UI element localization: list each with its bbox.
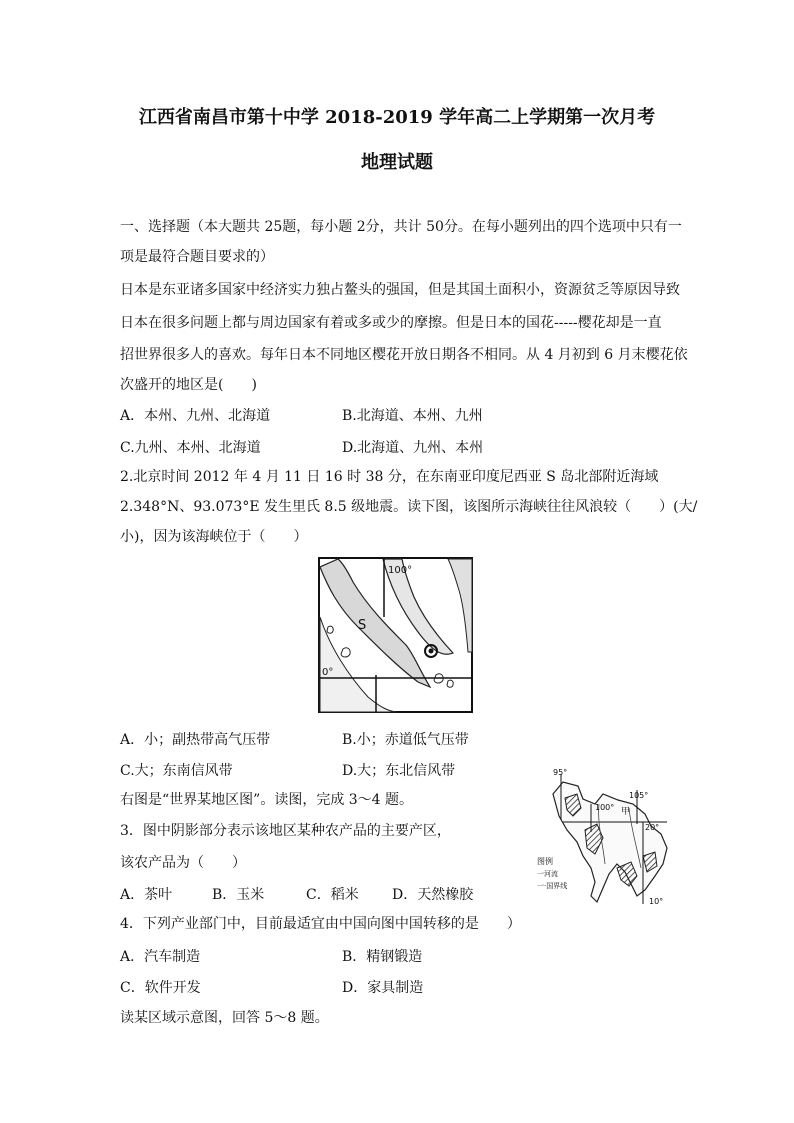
q3-stem-line-1: 3．图中阴影部分表示该地区某种农产品的主要产区， <box>120 823 451 839</box>
intro-questions-3-4: 右图是“世界某地区图”。读图，完成 3～4 题。 <box>120 792 414 808</box>
strait-map <box>318 557 474 715</box>
q2-stem-line-3: 小)，因为该海峡位于（ ） <box>120 529 308 545</box>
q2-option-d: D.大；东北信风带 <box>342 763 456 779</box>
map2-legend-title: 图例 <box>537 857 553 866</box>
southeast-asia-map-figure <box>533 764 689 912</box>
q2-option-c: C.大；东南信风带 <box>120 763 233 779</box>
q4-option-c: C．软件开发 <box>120 980 201 996</box>
q1-stem-line-2: 日本在很多问题上都与周边国家有着或多或少的摩擦。但是日本的国花-----樱花却是一直 <box>120 315 662 331</box>
section-intro-line-2: 项是最符合题目要求的） <box>120 249 274 265</box>
q1-option-b: B.北海道、本州、九州 <box>342 408 483 424</box>
q3-option-b: B．玉米 <box>212 887 265 903</box>
map2-label-95: 95° <box>553 768 568 777</box>
q4-option-a: A．汽车制造 <box>120 949 201 965</box>
section-intro-line-1: 一、选择题（本大题共 25题，每小题 2分，共计 50分。在每小题列出的四个选项中只有一 <box>120 219 682 235</box>
map2-label-country: 甲 <box>621 807 631 817</box>
q1-stem-line-4: 次盛开的地区是( ) <box>120 377 257 393</box>
southeast-asia-map <box>533 764 689 912</box>
map2-legend-border: 一·国界线 <box>537 882 568 890</box>
q4-option-d: D．家具制造 <box>342 980 424 996</box>
q2-stem-line-2: 2.348°N、93.073°E 发生里氏 8.5 级地震。读下图，该图所示海峡往往风浪较（ ）(大/ <box>120 499 698 515</box>
q3-option-d: D．天然橡胶 <box>392 887 474 903</box>
map2-label-20: 20° <box>645 823 660 832</box>
q2-option-a: A．小；副热带高气压带 <box>120 732 271 748</box>
title-line-2: 地理试题 <box>361 152 433 173</box>
q1-stem-line-3: 招世界很多人的喜欢。每年日本不同地区樱花开放日期各不相同。从 4 月初到 6 月末樱花依 <box>120 347 688 363</box>
q3-option-a: A．茶叶 <box>120 887 173 903</box>
map2-label-100: 100° <box>595 803 615 812</box>
map2-label-10: 10° <box>649 897 664 906</box>
q3-option-c: C．稻米 <box>306 887 359 903</box>
q1-option-a: A．本州、九州、北海道 <box>120 408 271 424</box>
map-label-lon-100: 100° <box>388 565 413 576</box>
map-label-lat-0: 0° <box>322 667 334 678</box>
map-label-island-s: S <box>358 618 367 633</box>
q1-option-d: D.北海道、九州、本州 <box>342 440 484 456</box>
q4-option-b: B．精钢锻造 <box>342 949 423 965</box>
q3-stem-line-2: 该农产品为（ ） <box>120 855 246 871</box>
q4-stem: 4．下列产业部门中，目前最适宜由中国向图中国转移的是 ） <box>120 916 521 932</box>
map2-legend-river: 一河流 <box>537 870 558 878</box>
map2-label-105: 105° <box>629 791 649 800</box>
q2-option-b: B.小；赤道低气压带 <box>342 732 469 748</box>
q1-option-c: C.九州、本州、北海道 <box>120 440 261 456</box>
q2-stem-line-1: 2.北京时间 2012 年 4 月 11 日 16 时 38 分，在东南亚印度尼西亚 S 岛北部附近海域 <box>120 469 659 485</box>
strait-map-figure <box>318 557 474 715</box>
intro-questions-5-8: 读某区域示意图，回答 5～8 题。 <box>120 1010 329 1026</box>
title-line-1: 江西省南昌市第十中学 2018-2019 学年高二上学期第一次月考 <box>138 107 656 128</box>
q1-stem-line-1: 日本是东亚诸多国家中经济实力独占鳌头的强国，但是其国土面积小，资源贫乏等原因导致 <box>120 282 680 298</box>
